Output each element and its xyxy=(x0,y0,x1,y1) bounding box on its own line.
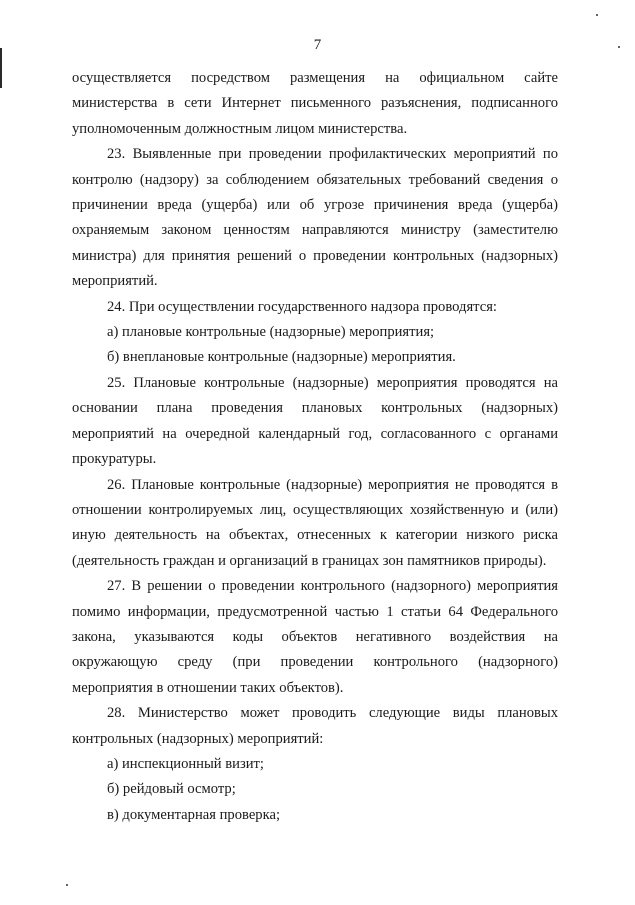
paragraph-24-item-a: а) плановые контрольные (надзорные) мероприятия; xyxy=(107,324,435,341)
scan-speck xyxy=(596,14,598,16)
paragraph-27: 27. В решении о проведении контрольного (надзорного) мероприятия помимо информации, предусмотренной частью 1 статьи 64 Федерального закона, указываются коды объектов негативного воздействия на окружающую среду (при проведении контрольного (надзорного) мероприятия в отношении таких объектов). xyxy=(72,578,558,696)
paragraph-28-item-c: в) документарная проверка; xyxy=(107,806,280,823)
paragraph-23: 23. Выявленные при проведении профилактических мероприятий по контролю (надзору) за соблюдением обязательных требований сведения о причинении вреда (ущерба) или об угрозе причинения вреда (ущерба) охраняемым законом ценностям направляются министру (заместителю министра) для принятия решений о проведении контрольных (надзорных) мероприятий. xyxy=(72,146,558,290)
page-number: 7 xyxy=(313,37,322,53)
paragraph-28: 28. Министерство может проводить следующие виды плановых контрольных (надзорных) мероприятий: xyxy=(72,705,558,747)
paragraph-26: 26. Плановые контрольные (надзорные) мероприятия не проводятся в отношении контролируемых лиц, осуществляющих хозяйственную и (или) иную деятельность на объектах, отнесенных к категории низкого риска (деятельность граждан и организаций в границах зон памятников природы). xyxy=(72,476,558,569)
document-body xyxy=(72,66,558,828)
paragraph-continuation: осуществляется посредством размещения на официальном сайте министерства в сети Интернет письменного разъяснения, подписанного уполномоченным должностным лицом министерства. xyxy=(72,70,558,137)
paragraph-28-item-a: а) инспекционный визит; xyxy=(107,755,264,772)
paragraph-28-item-b: б) рейдовый осмотр; xyxy=(107,781,236,798)
scan-edge-mark xyxy=(0,48,2,88)
paragraph-25: 25. Плановые контрольные (надзорные) мероприятия проводятся на основании плана проведения плановых контрольных (надзорных) мероприятий на очередной календарный год, согласованного с органами прокуратуры. xyxy=(72,374,558,468)
paragraph-24: 24. При осуществлении государственного надзора проводятся: xyxy=(107,298,497,315)
paragraph-24-item-b: б) внеплановые контрольные (надзорные) мероприятия. xyxy=(107,349,456,366)
scan-speck xyxy=(66,884,68,886)
